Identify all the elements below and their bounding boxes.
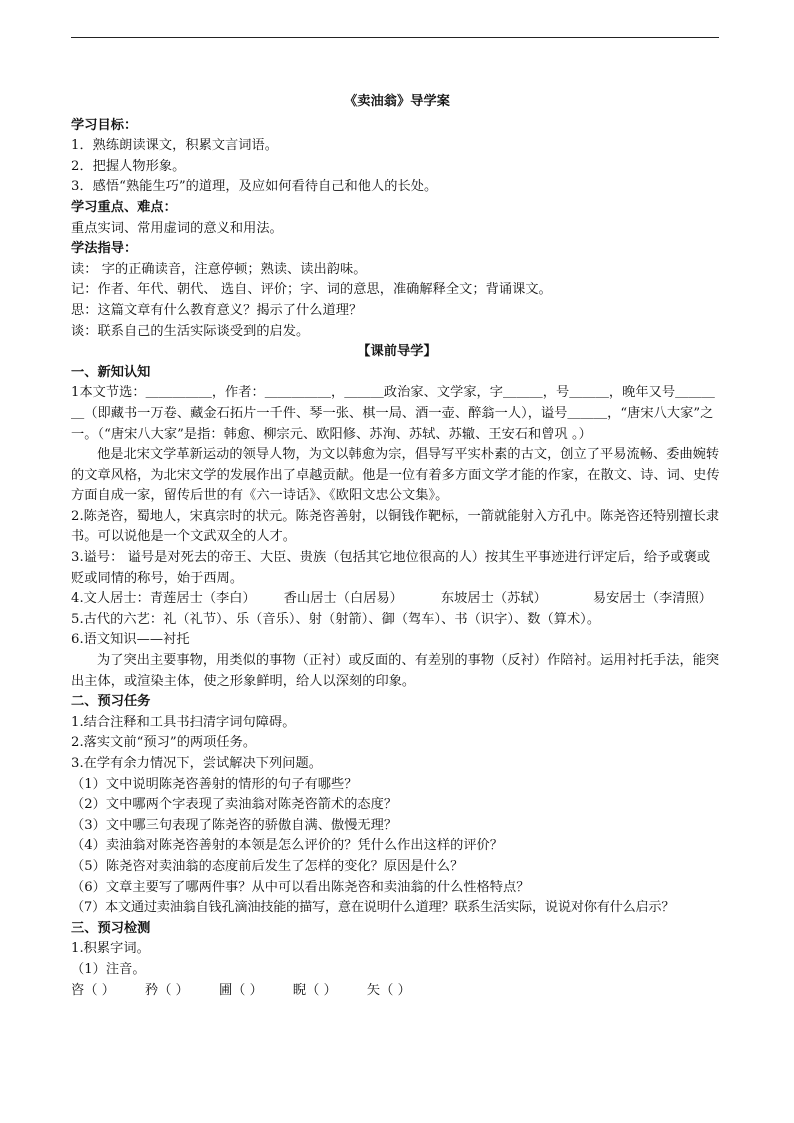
method-item-memorize: 记：作者、年代、朝代、 选自、评价；字、词的意思，准确解释全文；背诵课文。 (71, 282, 552, 298)
task-item: 3.在学有余力情况下，尝试解决下列问题。 (71, 756, 322, 771)
literati-item: 东坡居士（苏轼） (440, 591, 547, 607)
page-title: 《卖油翁》导学案 (344, 94, 450, 109)
literati-item: 易安居士（李清照） (592, 591, 712, 607)
question-item: （5）陈尧咨对卖油翁的态度前后发生了怎样的变化？原因是什么？ (71, 858, 464, 874)
pronunciation-blank[interactable]: 咨（ ） (71, 982, 115, 998)
task-item: 2.落实文前“预习”的两项任务。 (71, 735, 257, 751)
method-heading: 学法指导： (71, 241, 138, 257)
pronunciation-blank[interactable]: 睨（ ） (292, 982, 337, 998)
literati-item: 香山居士（白居易） (283, 591, 403, 607)
pronunciation-row (71, 981, 723, 1002)
posthumous-title-paragraph: 3.谥号： 谥号是对死去的帝王、大臣、贵族（包括其它地位很高的人）按其生平事迹进行评定后，给予或褒或贬或同情的称号，始于西周。 (71, 550, 711, 586)
author-intro-paragraph: 1本文节选：＿＿＿＿＿，作者：＿＿＿＿＿，＿＿＿政治家、文学家，字＿＿＿，号＿＿＿，晚年又号＿＿＿＿（即藏书一万卷、藏金石拓片一千件、琴一张、棋一局、酒一壶、醉翁一人），谥号＿＿＿，“唐宋八大家”之一。（“唐宋八大家”是指：韩愈、柳宗元、欧阳修、苏洵、苏轼、苏辙、王安石和曾巩 。） (71, 385, 715, 442)
question-item: （7）本文通过卖油翁自钱孔滴油技能的描写，意在说明什么道理？联系生活实际，说说对你有什么启示？ (71, 900, 675, 916)
header-rule (71, 37, 719, 38)
contrast-knowledge-paragraph: 为了突出主要事物，用类似的事物（正衬）或反面的、有差别的事物（反衬）作陪衬。运用衬托手法，能突出主体，或渲染主体，使之形象鲜明，给人以深刻的印象。 (71, 653, 720, 689)
pronunciation-blank[interactable]: 矢（ ） (366, 982, 411, 998)
question-item: （1）文中说明陈尧咨善射的情形的句子有哪些？ (71, 776, 358, 792)
check-item: 1.积累字词。 (71, 941, 150, 957)
section2-heading: 二、预习任务 (71, 694, 151, 710)
section1-heading: 一、新知认知 (71, 364, 151, 380)
chen-yaozi-paragraph: 2.陈尧咨，蜀地人，宋真宗时的状元。陈尧咨善射，以铜钱作靶标，一箭就能射入方孔中。陈尧咨还特别擅长隶书。可以说他是一个文武双全的人才。 (71, 508, 720, 545)
task-item: 1.结合注释和工具书扫清字词句障碍。 (71, 714, 296, 730)
method-item-think: 思：这篇文章有什么教育意义？揭示了什么道理？ (71, 302, 363, 318)
six-arts-line: 5.古代的六艺：礼（礼节）、乐（音乐）、射（射箭）、御（驾车）、书（识字）、数（算术）。 (71, 611, 601, 627)
literati-titles-line (71, 589, 723, 610)
objective-item: 1．熟练朗读课文，积累文言词语。 (71, 138, 279, 154)
question-item: （2）文中哪两个字表现了卖油翁对陈尧咨箭术的态度？ (71, 797, 398, 813)
literati-label: 4.文人居士： (71, 591, 150, 607)
focus-text: 重点实词、常用虚词的意义和用法。 (71, 220, 283, 236)
objective-item: 3．感悟“熟能生巧”的道理，及应如何看待自己和他人的长处。 (71, 179, 438, 195)
pronunciation-blank[interactable]: 圃（ ） (218, 982, 263, 998)
objectives-heading: 学习目标： (71, 117, 138, 133)
question-item: （6）文章主要写了哪两件事？从中可以看出陈尧咨和卖油翁的什么性格特点？ (71, 879, 530, 895)
method-item-discuss: 谈：联系自己的生活实际谈受到的启发。 (71, 323, 310, 339)
section3-heading: 三、预习检测 (71, 920, 151, 936)
question-item: （4）卖油翁对陈尧咨善射的本领是怎么评价的？凭什么作出这样的评价？ (71, 838, 504, 854)
method-item-read: 读： 字的正确读音，注意停顿；熟读、读出韵味。 (71, 261, 367, 277)
check-item: （1）注音。 (71, 961, 146, 977)
contrast-knowledge-heading: 6.语文知识——衬托 (71, 632, 190, 648)
preview-heading: 【课前导学】 (357, 344, 437, 360)
literati-item: 青莲居士（李白） (149, 591, 256, 607)
objective-item: 2．把握人物形象。 (71, 158, 186, 174)
focus-heading: 学习重点、难点： (71, 199, 177, 215)
author-bio-paragraph: 他是北宋文学革新运动的领导人物，为文以韩愈为宗，倡导写平实朴素的古文，创立了平易流畅、委曲婉转的文章风格，为北宋文学的发展作出了卓越贡献。他是一位有着多方面文学才能的作家，在散文、诗、词、史传方面自成一家，留传后世的有《六一诗话》、《欧阳文忠公文集》。 (71, 447, 720, 504)
question-item: （3）文中哪三句表现了陈尧咨的骄傲自满、傲慢无理？ (71, 817, 398, 833)
pronunciation-blank[interactable]: 矜（ ） (144, 982, 189, 998)
document-body (71, 92, 723, 1001)
